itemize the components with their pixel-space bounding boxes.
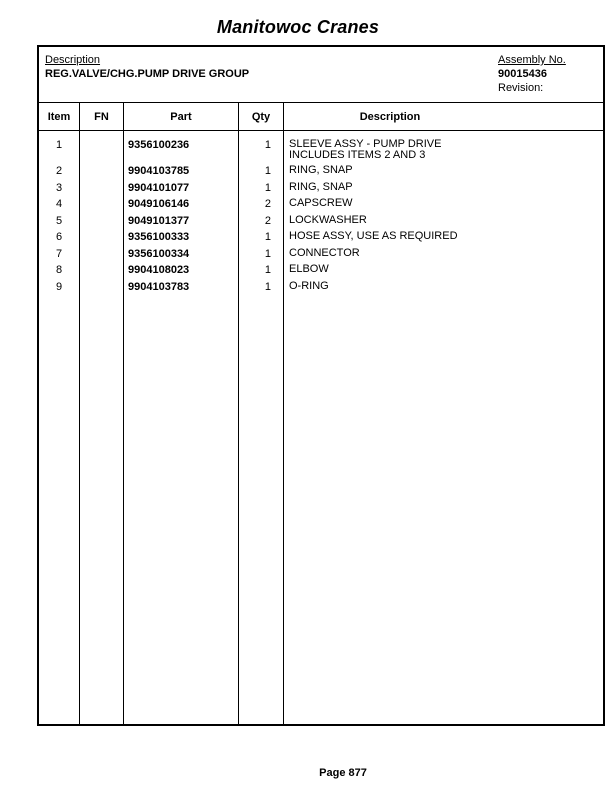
quantity: 1 (264, 280, 271, 293)
part-number: 9904103785 (128, 165, 190, 177)
column-header-description: Description (359, 111, 421, 123)
quantity: 1 (264, 231, 271, 243)
part-number: 9356100334 (128, 247, 190, 260)
table-row (39, 215, 603, 231)
page-title: Manitowoc Cranes (216, 17, 380, 37)
column-header-qty: Qty (251, 111, 271, 123)
part-description: HOSE ASSY, USE AS REQUIRED (289, 230, 458, 242)
part-number: 9356100236 (128, 139, 190, 151)
column-header-item: Item (47, 111, 71, 123)
column-header-part: Part (170, 111, 192, 123)
page-number: Page 877 (319, 767, 367, 779)
part-number: 9049101377 (128, 214, 190, 227)
quantity: 1 (264, 181, 271, 194)
part-number: 9904103783 (128, 280, 190, 293)
part-description: ELBOW (289, 263, 329, 275)
assembly-number: 90015436 (498, 68, 547, 80)
item-number: 6 (55, 231, 63, 243)
quantity: 1 (264, 139, 271, 151)
part-description: SLEEVE ASSY - PUMP DRIVE INCLUDES ITEMS 2 AND 3 (289, 138, 442, 161)
column-header-fn: FN (94, 111, 109, 123)
item-number: 1 (55, 139, 63, 151)
part-description: O-RING (289, 279, 329, 292)
table-row (39, 182, 603, 198)
item-number: 7 (55, 247, 63, 260)
item-number: 9 (55, 280, 63, 293)
part-number: 9356100333 (128, 231, 190, 243)
table-row (39, 231, 603, 247)
table-row (39, 281, 603, 297)
table-row (39, 248, 603, 264)
description-label: Description (45, 54, 101, 66)
quantity: 2 (264, 198, 271, 210)
item-number: 2 (55, 165, 63, 177)
part-number: 9904101077 (128, 181, 190, 194)
parts-list-frame (37, 45, 605, 726)
part-description: LOCKWASHER (289, 213, 367, 226)
part-description: CAPSCREW (289, 197, 353, 209)
table-row (39, 138, 603, 161)
part-description: RING, SNAP (289, 164, 353, 176)
part-description: CONNECTOR (289, 246, 360, 259)
item-number: 8 (55, 264, 63, 276)
table-row (39, 198, 603, 214)
part-number: 9904108023 (128, 264, 190, 276)
assembly-description: REG.VALVE/CHG.PUMP DRIVE GROUP (45, 68, 250, 80)
table-row (39, 165, 603, 181)
revision-label: Revision: (498, 82, 544, 94)
quantity: 1 (264, 165, 271, 177)
item-number: 4 (55, 198, 63, 210)
quantity: 1 (264, 264, 271, 276)
part-description: RING, SNAP (289, 180, 353, 193)
assembly-number-label: Assembly No. (498, 54, 566, 66)
item-number: 5 (55, 214, 63, 227)
quantity: 2 (264, 214, 271, 227)
part-number: 9049106146 (128, 198, 190, 210)
assembly-header (39, 47, 603, 103)
item-number: 3 (55, 181, 63, 194)
quantity: 1 (264, 247, 271, 260)
table-row (39, 264, 603, 280)
